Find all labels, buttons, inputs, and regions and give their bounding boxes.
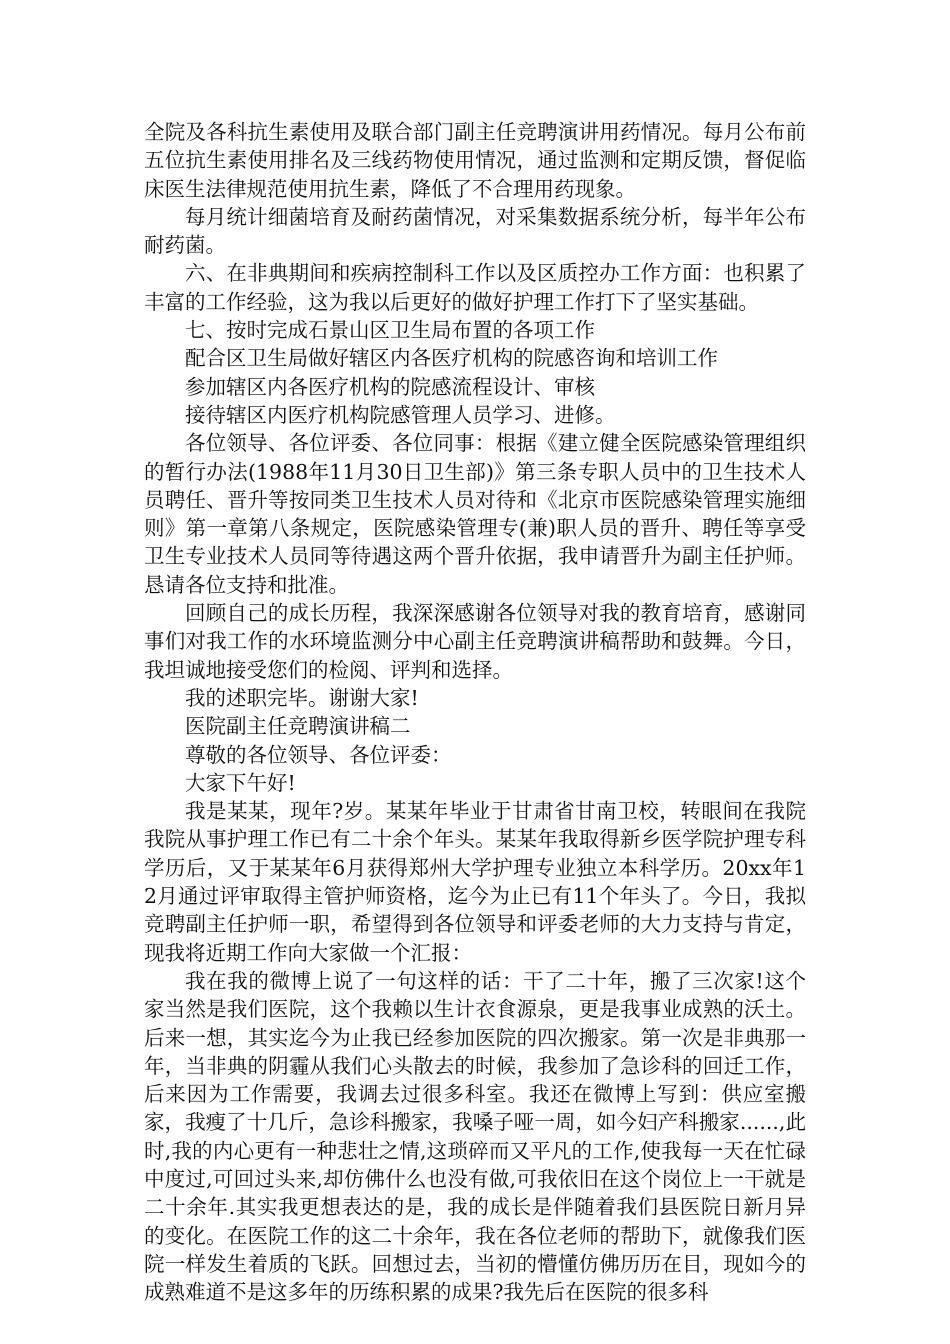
paragraph: 我在我的微博上说了一句这样的话：干了二十年，搬了三次家!这个家当然是我们医院，这个我赖以生计衣食源泉，更是我事业成熟的沃土。后来一想，其实迄今为止我已经参加医院的四次搬家。第一次是非典那一年，当非典的阴霾从我们心头散去的时候，我参加了急诊科的回迁工作，后来因为工作需要，我调去过很多科室。我还在微博上写到：供应室搬家，我瘦了十几斤，急诊科搬家，我嗓子哑一周，如今妇产科搬家......,此时,我的内心更有一种悲壮之情,这琐碎而又平凡的工作,使我每一天在忙碌中度过,可回过头来,却仿佛什么也没有做,可我依旧在这个岗位上一干就是二十余年.其实我更想表达的是，我的成长是伴随着我们县医院日新月异的变化。在医院工作的这二十余年，我在各位老师的帮助下，就像我们医院一样发生着质的飞跃。回想过去，当初的懵懂仿佛历历在目，现如今的成熟难道不是这多年的历练积累的成果?我先后在医院的很多科 bbox=[144, 968, 806, 1305]
paragraph: 每月统计细菌培育及耐药菌情况，对采集数据系统分析，每半年公布耐药菌。 bbox=[144, 204, 806, 258]
greeting: 大家下午好! bbox=[185, 770, 296, 795]
paragraph: 参加辖区内各医疗机构的院感流程设计、审核 bbox=[185, 374, 595, 399]
document-page bbox=[144, 118, 806, 1306]
section-title: 医院副主任竞聘演讲稿二 bbox=[185, 714, 411, 739]
paragraph: 我的述职完毕。谢谢大家! bbox=[185, 685, 419, 710]
paragraph: 六、在非典期间和疾病控制科工作以及区质控办工作方面：也积累了丰富的工作经验，这为我以后更好的做好护理工作打下了坚实基础。 bbox=[144, 261, 806, 314]
paragraph: 接待辖区内医疗机构院感管理人员学习、进修。 bbox=[185, 402, 616, 427]
paragraph: 全院及各科抗生素使用及联合部门副主任竞聘演讲用药情况。每月公布前五位抗生素使用排名及三线药物使用情况，通过监测和定期反馈，督促临床医生法律规范使用抗生素，降低了不合理用药现象。 bbox=[144, 120, 806, 201]
paragraph: 各位领导、各位评委、各位同事：根据《建立健全医院感染管理组织的暂行办法(1988年11月30日卫生部)》第三条专职人员中的卫生技术人员聘任、晋升等按同类卫生技术人员对待和《北京市医院感染管理实施细则》第一章第八条规定，医院感染管理专(兼)职人员的晋升、聘任等享受卫生专业技术人员同等待遇这两个晋升依据，我申请晋升为副主任护师。恳请各位支持和批准。 bbox=[144, 431, 806, 597]
paragraph: 七、按时完成石景山区卫生局布置的各项工作 bbox=[185, 318, 595, 343]
paragraph: 配合区卫生局做好辖区内各医疗机构的院感咨询和培训工作 bbox=[185, 346, 718, 371]
paragraph: 我是某某，现年?岁。某某年毕业于甘肃省甘南卫校，转眼间在我院我院从事护理工作已有二十余个年头。某某年我取得新乡医学院护理专科学历后，又于某某年6月获得郑州大学护理专业独立本科学历。20xx年12月通过评审取得主管护师资格，迄今为止已有11个年头了。今日，我拟竞聘副主任护师一职，希望得到各位领导和评委老师的大力支持与肯定，现我将近期工作向大家做一个汇报： bbox=[144, 799, 806, 965]
salutation: 尊敬的各位领导、各位评委： bbox=[185, 742, 452, 767]
paragraph: 回顾自己的成长历程，我深深感谢各位领导对我的教育培育，感谢同事们对我工作的水环境监测分中心副主任竞聘演讲稿帮助和鼓舞。今日，我坦诚地接受您们的检阅、评判和选择。 bbox=[144, 601, 806, 682]
